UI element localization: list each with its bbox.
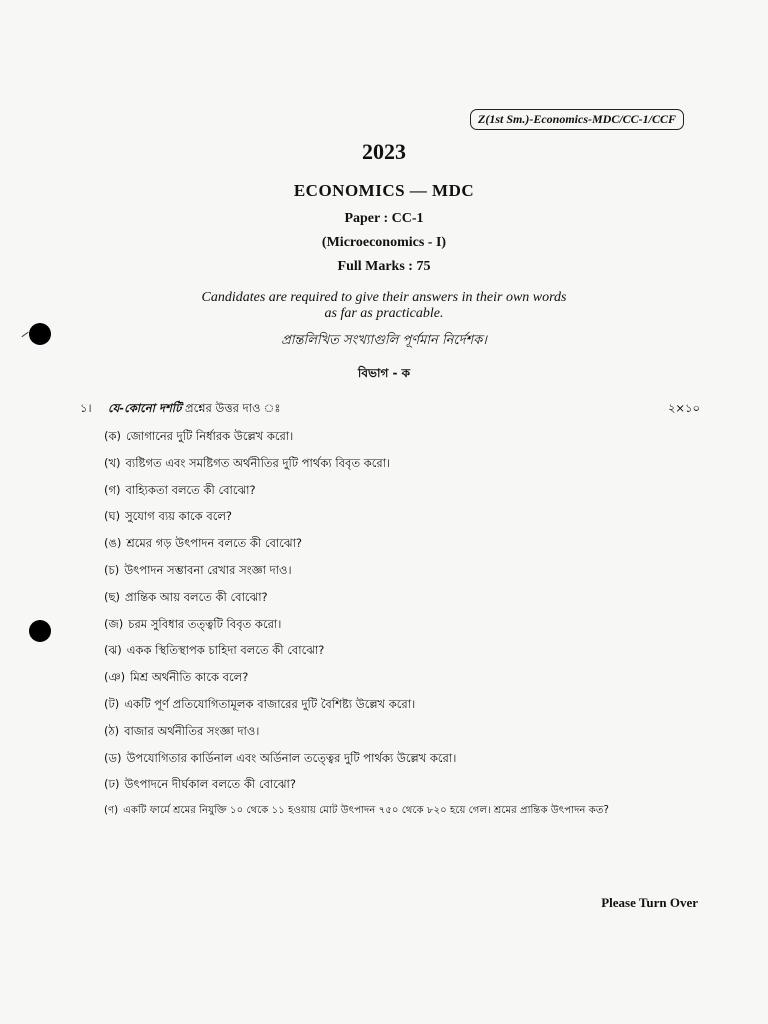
list-item [104,696,704,723]
instructions [0,290,768,322]
course-title: (Microeconomics - I) [321,235,447,250]
item-text: মিশ্র অর্থনীতি কাকে বলে? [130,670,249,685]
list-item [104,750,704,777]
item-text: চরম সুবিধার তত্ত্বটি বিবৃত করো। [128,616,282,631]
question-prompt: প্রশ্নের উত্তর দাও ঃ [181,401,281,415]
punch-hole [29,620,51,642]
list-item [104,803,704,830]
item-label: (ক) [104,429,122,443]
instruction-line: Candidates are required to give their answers in their own words [201,290,567,305]
item-text: উপযোগিতার কার্ডিনাল এবং অর্ডিনাল তত্ত্বের দুটি পার্থক্য উল্লেখ করো। [126,750,457,765]
item-label: (ণ) [104,805,119,817]
item-label: (গ) [104,482,121,497]
item-text: একক স্থিতিস্থাপক চাহিদা বলতে কী বোঝো? [126,643,325,658]
exam-year: 2023 [362,139,406,164]
list-item [104,616,704,643]
please-turn-over: Please Turn Over [601,895,698,910]
item-text: শ্রমের গড় উৎপাদন বলতে কী বোঝো? [126,536,303,551]
list-item [104,562,704,589]
item-label: (চ) [104,562,120,577]
item-text: সুযোগ ব্যয় কাকে বলে? [125,509,233,524]
list-item [104,535,704,562]
instruction-line: as far as practicable. [324,306,444,321]
subject-title: ECONOMICS — MDC [293,181,475,200]
item-text: জোগানের দুটি নির্ধারক উল্লেখ করো। [126,429,294,443]
item-label: (ঘ) [104,509,121,524]
list-item [104,455,704,482]
list-item [104,642,704,669]
item-text: উৎপাদনে দীর্ঘকাল বলতে কী বোঝো? [124,777,296,792]
item-label: (খ) [104,455,121,470]
item-label: (ঙ) [104,536,122,551]
item-text: একটি ফার্মে শ্রমের নিযুক্তি ১০ থেকে ১১ হওয়ায় মোট উৎপাদন ৭৫০ থেকে ৮২০ হয়ে গেল। শ্রমের প্রান্তিক উৎপাদন কত? [123,805,609,817]
section-heading: বিভাগ - ক [357,366,411,380]
item-text: ব্যষ্টিগত এবং সমষ্টিগত অর্থনীতির দুটি পার্থক্য বিবৃত করো। [125,455,391,470]
item-label: (ঠ) [104,723,120,738]
item-label: (ঞ) [104,670,126,685]
item-label: (ড) [104,750,122,765]
item-label: (ট) [104,696,120,711]
list-item [104,589,704,616]
item-text: বাজার অর্থনীতির সংজ্ঞা দাও। [124,723,260,738]
list-item [104,508,704,535]
list-item [104,428,704,455]
list-item [104,776,704,803]
item-text: উৎপাদন সম্ভাবনা রেখার সংজ্ঞা দাও। [124,562,292,577]
item-label: (ঢ) [104,777,120,792]
item-text: প্রান্তিক আয় বলতে কী বোঝো? [124,589,268,604]
full-marks: Full Marks : 75 [337,259,431,274]
item-text: বাহ্যিকতা বলতে কী বোঝো? [125,482,256,497]
paper-name: Paper : CC-1 [344,211,424,226]
question-list [104,428,704,830]
item-label: (ঝ) [104,643,122,658]
question-marks: ২×১০ [667,401,700,415]
question-prompt-emphasis: যে-কোনো দশটি [108,401,182,415]
list-item [104,482,704,509]
item-text: একটি পূর্ণ প্রতিযোগিতামূলক বাজারের দুটি বৈশিষ্ট্য উল্লেখ করো। [124,696,416,711]
list-item [104,723,704,750]
marks-note: প্রান্তলিখিত সংখ্যাগুলি পূর্ণমান নির্দেশক। [281,333,487,348]
question-heading [80,400,700,419]
item-label: (ছ) [104,589,120,604]
question-number: ১। [80,401,92,415]
list-item [104,669,704,696]
paper-code: Z(1st Sm.)-Economics-MDC/CC-1/CCF [470,109,684,130]
item-label: (জ) [104,616,124,631]
